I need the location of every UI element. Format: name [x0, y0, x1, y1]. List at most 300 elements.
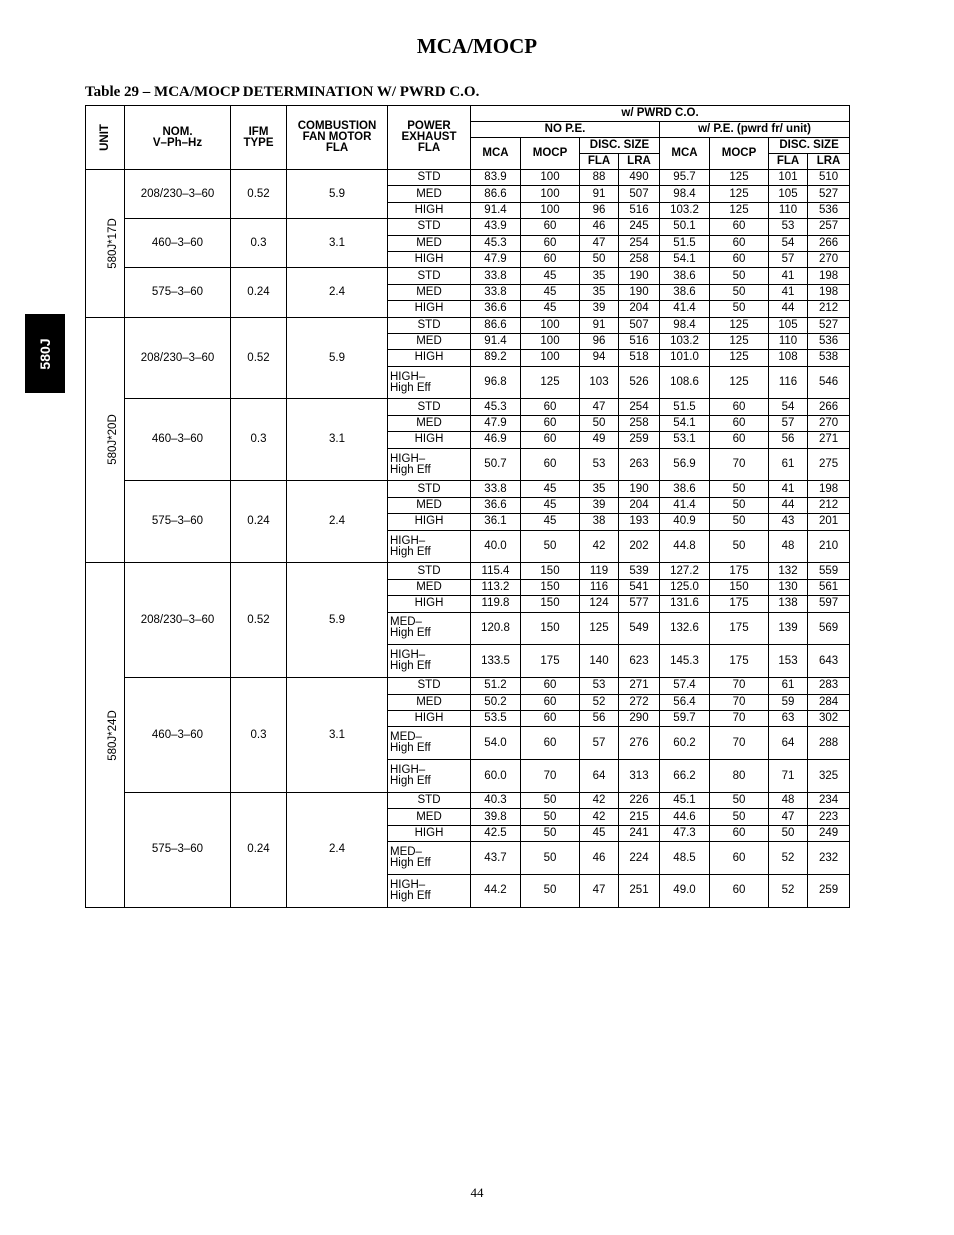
pe-disc-lra-cell: 536 — [808, 202, 850, 218]
disc-lra-cell: 549 — [619, 612, 660, 645]
pe-mca-cell: 40.9 — [660, 514, 710, 530]
header-w-pe: w/ P.E. (pwrd fr/ unit) — [660, 122, 850, 138]
disc-lra-cell: 518 — [619, 350, 660, 366]
mocp-cell: 45 — [521, 301, 580, 317]
mocp-cell: 45 — [521, 268, 580, 284]
mocp-cell: 100 — [521, 350, 580, 366]
mocp-cell: 175 — [521, 645, 580, 678]
pe-disc-lra-cell: 510 — [808, 170, 850, 186]
mca-cell: 120.8 — [471, 612, 521, 645]
pe-mocp-cell: 50 — [710, 284, 769, 300]
disc-lra-cell: 516 — [619, 202, 660, 218]
pe-mca-cell: 131.6 — [660, 596, 710, 612]
mocp-cell: 60 — [521, 432, 580, 448]
pe-mca-cell: 95.7 — [660, 170, 710, 186]
mocp-cell: 100 — [521, 202, 580, 218]
mca-cell: 40.0 — [471, 530, 521, 563]
pe-disc-fla-cell: 63 — [769, 710, 808, 726]
pe-mocp-cell: 60 — [710, 251, 769, 267]
mocp-cell: 60 — [521, 235, 580, 251]
pe-mca-cell: 49.0 — [660, 874, 710, 907]
mca-cell: 119.8 — [471, 596, 521, 612]
disc-lra-cell: 276 — [619, 727, 660, 760]
table-body — [86, 170, 850, 908]
pe-disc-lra-cell: 546 — [808, 366, 850, 399]
disc-fla-cell: 47 — [580, 874, 619, 907]
disc-lra-cell: 251 — [619, 874, 660, 907]
pe-mca-cell: 145.3 — [660, 645, 710, 678]
header-lra: LRA — [808, 154, 850, 170]
disc-fla-cell: 42 — [580, 792, 619, 808]
disc-fla-cell: 35 — [580, 481, 619, 497]
voltage-cell: 575–3–60 — [125, 792, 231, 907]
pe-mocp-cell: 175 — [710, 596, 769, 612]
pe-disc-lra-cell: 302 — [808, 710, 850, 726]
ifm-type-cell: STD — [388, 219, 471, 235]
disc-fla-cell: 103 — [580, 366, 619, 399]
ifm-type-cell: HIGH — [388, 825, 471, 841]
mocp-cell: 45 — [521, 481, 580, 497]
pe-disc-lra-cell: 223 — [808, 809, 850, 825]
ifm-type-cell: MED — [388, 186, 471, 202]
disc-lra-cell: 541 — [619, 579, 660, 595]
header-fla: FLA — [580, 154, 619, 170]
mca-cell: 40.3 — [471, 792, 521, 808]
ifm-type-cell: HIGH — [388, 514, 471, 530]
pe-mocp-cell: 50 — [710, 301, 769, 317]
mocp-cell: 50 — [521, 842, 580, 875]
pe-disc-fla-cell: 47 — [769, 809, 808, 825]
table-row — [86, 563, 850, 579]
pe-mocp-cell: 125 — [710, 350, 769, 366]
mocp-cell: 60 — [521, 251, 580, 267]
voltage-cell: 460–3–60 — [125, 399, 231, 481]
pe-disc-fla-cell: 101 — [769, 170, 808, 186]
mocp-cell: 100 — [521, 186, 580, 202]
pe-mocp-cell: 125 — [710, 170, 769, 186]
disc-lra-cell: 623 — [619, 645, 660, 678]
disc-lra-cell: 254 — [619, 235, 660, 251]
ifm-type-cell: STD — [388, 792, 471, 808]
pe-disc-lra-cell: 284 — [808, 694, 850, 710]
ifm-type-cell: HIGH — [388, 432, 471, 448]
ifm-type-cell: STD — [388, 481, 471, 497]
header-pwrd-co: w/ PWRD C.O. — [471, 106, 850, 122]
pe-mocp-cell: 125 — [710, 202, 769, 218]
ifm-type-cell: HIGH– High Eff — [388, 530, 471, 563]
combustion-fla-cell: 0.3 — [231, 678, 287, 793]
mca-cell: 89.2 — [471, 350, 521, 366]
disc-lra-cell: 271 — [619, 678, 660, 694]
pe-disc-lra-cell: 538 — [808, 350, 850, 366]
mca-cell: 47.9 — [471, 251, 521, 267]
pe-mca-cell: 59.7 — [660, 710, 710, 726]
page-title: MCA/MOCP — [416, 34, 538, 58]
voltage-cell: 460–3–60 — [125, 219, 231, 268]
pe-disc-fla-cell: 153 — [769, 645, 808, 678]
pe-disc-fla-cell: 53 — [769, 219, 808, 235]
pe-mocp-cell: 60 — [710, 415, 769, 431]
pe-mocp-cell: 175 — [710, 612, 769, 645]
combustion-fla-cell: 0.24 — [231, 481, 287, 563]
mca-cell: 33.8 — [471, 268, 521, 284]
disc-fla-cell: 50 — [580, 415, 619, 431]
pe-disc-fla-cell: 57 — [769, 251, 808, 267]
pe-disc-fla-cell: 59 — [769, 694, 808, 710]
mca-cell: 43.7 — [471, 842, 521, 875]
disc-lra-cell: 507 — [619, 186, 660, 202]
mca-mocp-table — [85, 105, 850, 908]
pe-disc-lra-cell: 270 — [808, 415, 850, 431]
disc-lra-cell: 313 — [619, 760, 660, 793]
pe-mca-cell: 53.1 — [660, 432, 710, 448]
pe-disc-fla-cell: 54 — [769, 399, 808, 415]
mca-cell: 43.9 — [471, 219, 521, 235]
mca-cell: 33.8 — [471, 284, 521, 300]
ifm-type-cell: HIGH– High Eff — [388, 874, 471, 907]
pe-disc-lra-cell: 198 — [808, 284, 850, 300]
mca-cell: 53.5 — [471, 710, 521, 726]
combustion-fla-cell: 0.3 — [231, 399, 287, 481]
pe-disc-fla-cell: 110 — [769, 333, 808, 349]
mca-cell: 133.5 — [471, 645, 521, 678]
disc-fla-cell: 53 — [580, 448, 619, 481]
ifm-type-cell: HIGH– High Eff — [388, 366, 471, 399]
disc-lra-cell: 241 — [619, 825, 660, 841]
table-row — [86, 268, 850, 284]
disc-lra-cell: 190 — [619, 481, 660, 497]
pe-mocp-cell: 50 — [710, 481, 769, 497]
combustion-fla-cell: 0.52 — [231, 317, 287, 399]
pe-mocp-cell: 60 — [710, 842, 769, 875]
disc-fla-cell: 42 — [580, 809, 619, 825]
pe-mocp-cell: 125 — [710, 186, 769, 202]
header-ifm: IFM TYPE — [231, 106, 287, 170]
power-exhaust-fla-cell: 2.4 — [287, 792, 388, 907]
ifm-type-cell: MED — [388, 284, 471, 300]
pe-mca-cell: 38.6 — [660, 481, 710, 497]
disc-fla-cell: 35 — [580, 284, 619, 300]
mca-cell: 50.7 — [471, 448, 521, 481]
ifm-type-cell: MED — [388, 235, 471, 251]
disc-lra-cell: 507 — [619, 317, 660, 333]
header-fla: FLA — [769, 154, 808, 170]
pe-mca-cell: 38.6 — [660, 268, 710, 284]
pe-disc-fla-cell: 116 — [769, 366, 808, 399]
page-number: 44 — [470, 1185, 484, 1200]
mocp-cell: 60 — [521, 727, 580, 760]
voltage-cell: 575–3–60 — [125, 481, 231, 563]
header-disc-size: DISC. SIZE — [769, 138, 850, 154]
pe-mocp-cell: 70 — [710, 678, 769, 694]
side-tab — [25, 314, 65, 393]
disc-fla-cell: 47 — [580, 235, 619, 251]
voltage-cell: 208/230–3–60 — [125, 317, 231, 399]
mocp-cell: 60 — [521, 448, 580, 481]
disc-fla-cell: 38 — [580, 514, 619, 530]
pe-mca-cell: 125.0 — [660, 579, 710, 595]
header-combustion: COMBUSTION FAN MOTOR FLA — [287, 106, 388, 170]
pe-mca-cell: 50.1 — [660, 219, 710, 235]
disc-lra-cell: 254 — [619, 399, 660, 415]
pe-disc-lra-cell: 527 — [808, 317, 850, 333]
disc-lra-cell: 245 — [619, 219, 660, 235]
ifm-type-cell: STD — [388, 563, 471, 579]
pe-mocp-cell: 50 — [710, 809, 769, 825]
ifm-type-cell: HIGH — [388, 251, 471, 267]
mocp-cell: 70 — [521, 760, 580, 793]
pe-disc-lra-cell: 283 — [808, 678, 850, 694]
header-unit: UNIT — [86, 106, 125, 170]
table-row — [86, 678, 850, 694]
disc-lra-cell: 226 — [619, 792, 660, 808]
ifm-type-cell: HIGH — [388, 350, 471, 366]
mca-cell: 86.6 — [471, 317, 521, 333]
pe-disc-fla-cell: 52 — [769, 874, 808, 907]
disc-fla-cell: 52 — [580, 694, 619, 710]
pe-disc-fla-cell: 61 — [769, 678, 808, 694]
mocp-cell: 60 — [521, 415, 580, 431]
disc-lra-cell: 193 — [619, 514, 660, 530]
pe-disc-fla-cell: 132 — [769, 563, 808, 579]
mocp-cell: 50 — [521, 530, 580, 563]
pe-mca-cell: 51.5 — [660, 399, 710, 415]
ifm-type-cell: MED — [388, 579, 471, 595]
mca-cell: 36.1 — [471, 514, 521, 530]
mca-cell: 86.6 — [471, 186, 521, 202]
disc-fla-cell: 39 — [580, 497, 619, 513]
pe-mocp-cell: 60 — [710, 825, 769, 841]
disc-fla-cell: 57 — [580, 727, 619, 760]
disc-fla-cell: 47 — [580, 399, 619, 415]
power-exhaust-fla-cell: 2.4 — [287, 268, 388, 317]
pe-disc-lra-cell: 527 — [808, 186, 850, 202]
mca-cell: 45.3 — [471, 399, 521, 415]
mocp-cell: 60 — [521, 399, 580, 415]
pe-mca-cell: 44.8 — [660, 530, 710, 563]
pe-disc-fla-cell: 50 — [769, 825, 808, 841]
disc-fla-cell: 91 — [580, 186, 619, 202]
power-exhaust-fla-cell: 5.9 — [287, 563, 388, 678]
pe-disc-lra-cell: 271 — [808, 432, 850, 448]
mocp-cell: 150 — [521, 563, 580, 579]
pe-disc-lra-cell: 325 — [808, 760, 850, 793]
pe-mocp-cell: 150 — [710, 579, 769, 595]
disc-fla-cell: 96 — [580, 202, 619, 218]
ifm-type-cell: HIGH — [388, 301, 471, 317]
disc-lra-cell: 290 — [619, 710, 660, 726]
ifm-type-cell: STD — [388, 678, 471, 694]
disc-fla-cell: 125 — [580, 612, 619, 645]
header-power-exhaust: POWER EXHAUST FLA — [388, 106, 471, 170]
pe-disc-fla-cell: 44 — [769, 301, 808, 317]
pe-mocp-cell: 50 — [710, 497, 769, 513]
mocp-cell: 60 — [521, 710, 580, 726]
mca-cell: 44.2 — [471, 874, 521, 907]
ifm-type-cell: STD — [388, 317, 471, 333]
disc-lra-cell: 202 — [619, 530, 660, 563]
pe-disc-lra-cell: 201 — [808, 514, 850, 530]
power-exhaust-fla-cell: 5.9 — [287, 170, 388, 219]
pe-mca-cell: 60.2 — [660, 727, 710, 760]
combustion-fla-cell: 0.52 — [231, 563, 287, 678]
disc-fla-cell: 35 — [580, 268, 619, 284]
pe-mca-cell: 41.4 — [660, 301, 710, 317]
mca-cell: 47.9 — [471, 415, 521, 431]
pe-mca-cell: 54.1 — [660, 251, 710, 267]
pe-mca-cell: 47.3 — [660, 825, 710, 841]
mocp-cell: 60 — [521, 219, 580, 235]
ifm-type-cell: HIGH– High Eff — [388, 645, 471, 678]
pe-disc-lra-cell: 259 — [808, 874, 850, 907]
voltage-cell: 208/230–3–60 — [125, 563, 231, 678]
pe-mocp-cell: 175 — [710, 645, 769, 678]
power-exhaust-fla-cell: 2.4 — [287, 481, 388, 563]
disc-lra-cell: 258 — [619, 251, 660, 267]
pe-mocp-cell: 60 — [710, 219, 769, 235]
mocp-cell: 50 — [521, 825, 580, 841]
disc-lra-cell: 263 — [619, 448, 660, 481]
pe-disc-fla-cell: 108 — [769, 350, 808, 366]
disc-fla-cell: 64 — [580, 760, 619, 793]
pe-disc-lra-cell: 234 — [808, 792, 850, 808]
pe-disc-lra-cell: 597 — [808, 596, 850, 612]
pe-mocp-cell: 125 — [710, 317, 769, 333]
mca-cell: 60.0 — [471, 760, 521, 793]
disc-lra-cell: 190 — [619, 284, 660, 300]
disc-lra-cell: 490 — [619, 170, 660, 186]
header-mocp: MOCP — [521, 138, 580, 170]
disc-lra-cell: 215 — [619, 809, 660, 825]
pe-disc-fla-cell: 71 — [769, 760, 808, 793]
header-lra: LRA — [619, 154, 660, 170]
pe-disc-fla-cell: 41 — [769, 268, 808, 284]
mca-cell: 83.9 — [471, 170, 521, 186]
pe-mca-cell: 54.1 — [660, 415, 710, 431]
mca-cell: 33.8 — [471, 481, 521, 497]
disc-fla-cell: 94 — [580, 350, 619, 366]
mca-cell: 36.6 — [471, 497, 521, 513]
table-row — [86, 792, 850, 808]
disc-fla-cell: 39 — [580, 301, 619, 317]
mca-cell: 51.2 — [471, 678, 521, 694]
pe-disc-lra-cell: 559 — [808, 563, 850, 579]
side-tab-label: 580J — [37, 337, 53, 370]
disc-fla-cell: 88 — [580, 170, 619, 186]
pe-mca-cell: 41.4 — [660, 497, 710, 513]
pe-mocp-cell: 50 — [710, 530, 769, 563]
mocp-cell: 150 — [521, 596, 580, 612]
pe-disc-lra-cell: 561 — [808, 579, 850, 595]
ifm-type-cell: MED — [388, 694, 471, 710]
pe-mca-cell: 101.0 — [660, 350, 710, 366]
ifm-type-cell: STD — [388, 170, 471, 186]
table-row — [86, 219, 850, 235]
mca-cell: 42.5 — [471, 825, 521, 841]
pe-mca-cell: 51.5 — [660, 235, 710, 251]
pe-disc-lra-cell: 212 — [808, 301, 850, 317]
disc-fla-cell: 56 — [580, 710, 619, 726]
ifm-type-cell: MED– High Eff — [388, 612, 471, 645]
disc-lra-cell: 224 — [619, 842, 660, 875]
pe-disc-fla-cell: 52 — [769, 842, 808, 875]
pe-disc-lra-cell: 275 — [808, 448, 850, 481]
pe-disc-fla-cell: 57 — [769, 415, 808, 431]
mocp-cell: 100 — [521, 170, 580, 186]
disc-fla-cell: 53 — [580, 678, 619, 694]
disc-fla-cell: 45 — [580, 825, 619, 841]
pe-disc-lra-cell: 536 — [808, 333, 850, 349]
table-row — [86, 399, 850, 415]
disc-fla-cell: 91 — [580, 317, 619, 333]
pe-mocp-cell: 175 — [710, 563, 769, 579]
pe-disc-fla-cell: 138 — [769, 596, 808, 612]
pe-disc-fla-cell: 41 — [769, 481, 808, 497]
pe-disc-fla-cell: 130 — [769, 579, 808, 595]
pe-disc-fla-cell: 48 — [769, 792, 808, 808]
ifm-type-cell: HIGH — [388, 710, 471, 726]
combustion-fla-cell: 0.24 — [231, 268, 287, 317]
disc-fla-cell: 119 — [580, 563, 619, 579]
pe-disc-lra-cell: 198 — [808, 481, 850, 497]
unit-cell: 580J*24D — [86, 563, 125, 907]
pe-disc-fla-cell: 44 — [769, 497, 808, 513]
disc-fla-cell: 46 — [580, 219, 619, 235]
pe-mca-cell: 38.6 — [660, 284, 710, 300]
table-row — [86, 481, 850, 497]
pe-mocp-cell: 50 — [710, 268, 769, 284]
pe-disc-fla-cell: 110 — [769, 202, 808, 218]
combustion-fla-cell: 0.3 — [231, 219, 287, 268]
pe-mocp-cell: 125 — [710, 333, 769, 349]
pe-disc-lra-cell: 257 — [808, 219, 850, 235]
pe-mca-cell: 44.6 — [660, 809, 710, 825]
pe-disc-lra-cell: 643 — [808, 645, 850, 678]
ifm-type-cell: MED — [388, 333, 471, 349]
mocp-cell: 45 — [521, 284, 580, 300]
ifm-type-cell: MED– High Eff — [388, 842, 471, 875]
pe-mocp-cell: 70 — [710, 694, 769, 710]
mocp-cell: 150 — [521, 579, 580, 595]
pe-disc-lra-cell: 212 — [808, 497, 850, 513]
pe-disc-fla-cell: 43 — [769, 514, 808, 530]
pe-disc-lra-cell: 266 — [808, 399, 850, 415]
pe-disc-fla-cell: 105 — [769, 186, 808, 202]
table-row — [86, 170, 850, 186]
power-exhaust-fla-cell: 3.1 — [287, 399, 388, 481]
ifm-type-cell: MED — [388, 809, 471, 825]
pe-mca-cell: 127.2 — [660, 563, 710, 579]
power-exhaust-fla-cell: 3.1 — [287, 678, 388, 793]
pe-mocp-cell: 80 — [710, 760, 769, 793]
disc-fla-cell: 116 — [580, 579, 619, 595]
pe-mca-cell: 98.4 — [660, 186, 710, 202]
disc-lra-cell: 539 — [619, 563, 660, 579]
ifm-type-cell: HIGH– High Eff — [388, 760, 471, 793]
mca-cell: 45.3 — [471, 235, 521, 251]
disc-fla-cell: 42 — [580, 530, 619, 563]
pe-disc-fla-cell: 41 — [769, 284, 808, 300]
pe-mocp-cell: 60 — [710, 235, 769, 251]
pe-mca-cell: 103.2 — [660, 333, 710, 349]
pe-disc-lra-cell: 198 — [808, 268, 850, 284]
pe-mca-cell: 66.2 — [660, 760, 710, 793]
voltage-cell: 208/230–3–60 — [125, 170, 231, 219]
pe-mocp-cell: 70 — [710, 727, 769, 760]
voltage-cell: 575–3–60 — [125, 268, 231, 317]
disc-fla-cell: 50 — [580, 251, 619, 267]
disc-fla-cell: 46 — [580, 842, 619, 875]
